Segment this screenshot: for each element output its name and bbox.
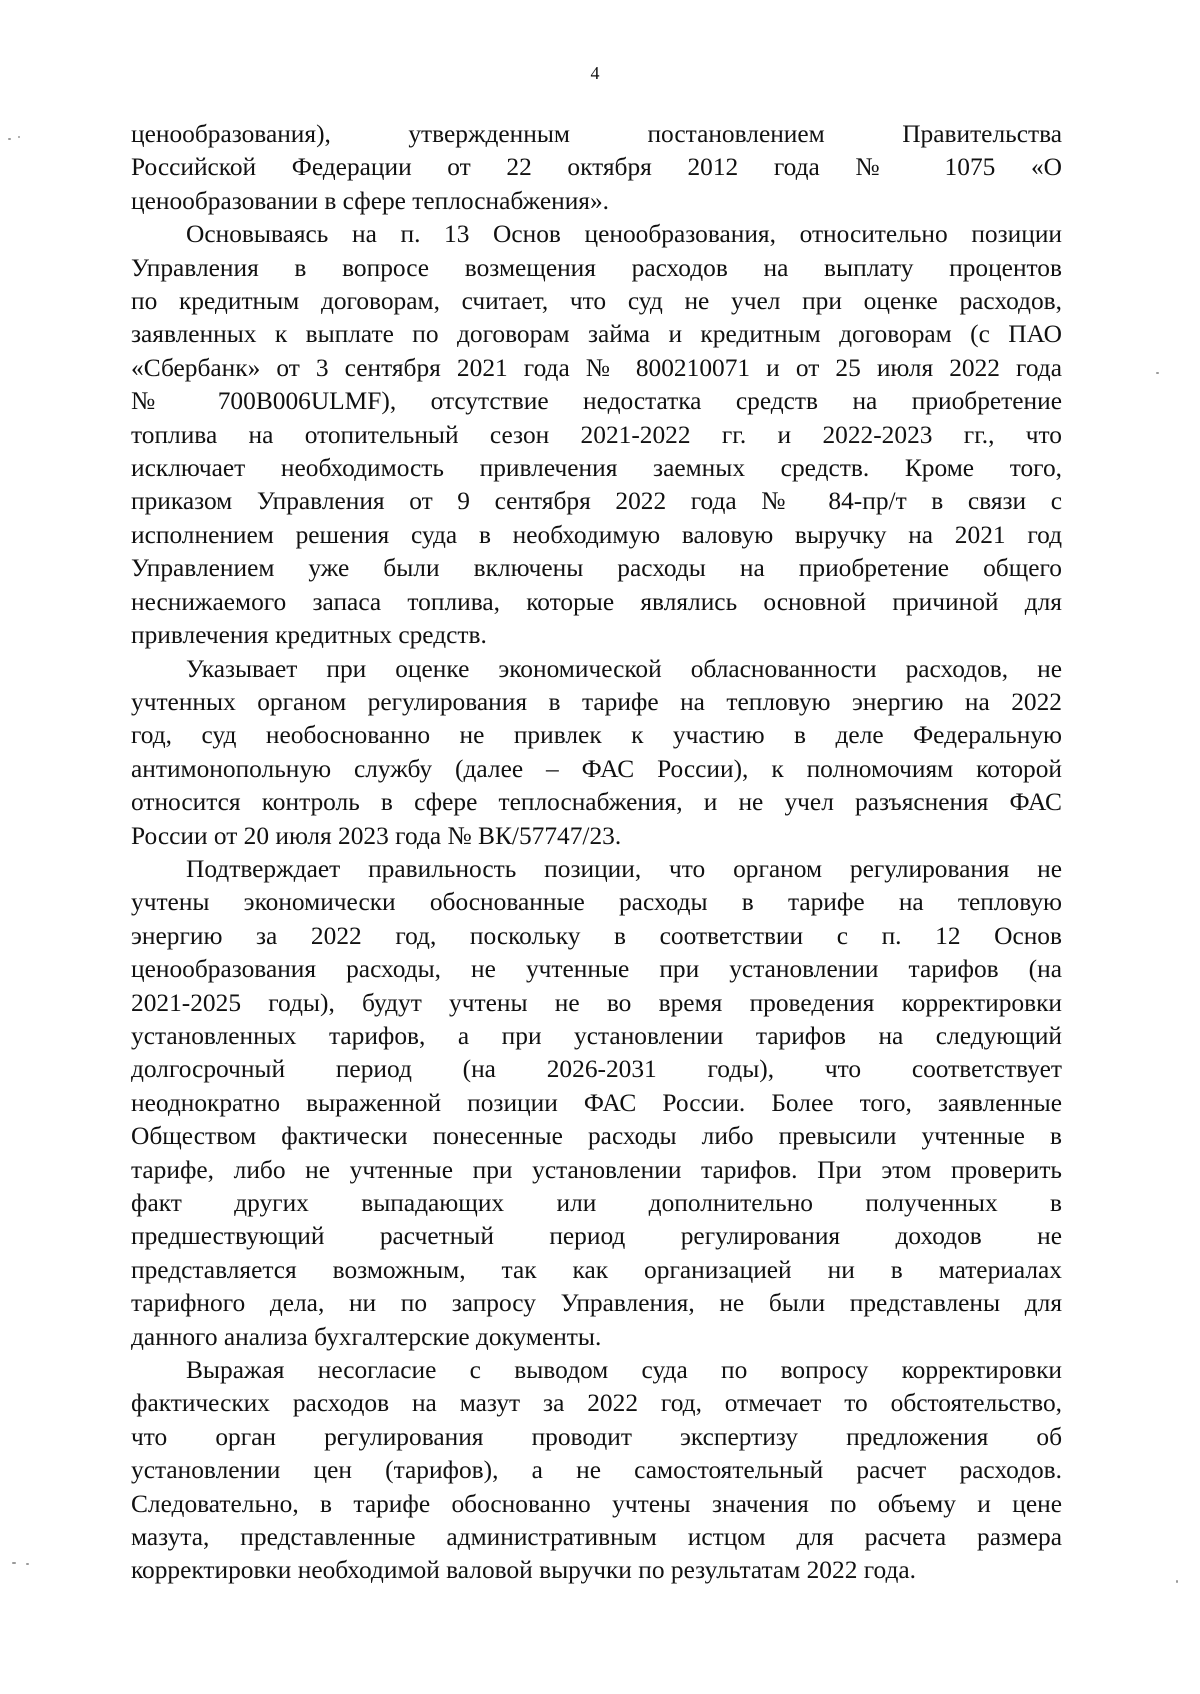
text-line: неснижаемого запаса топлива, которые являлись основной причиной для bbox=[131, 587, 1062, 616]
text-line: Выражая несогласие с выводом суда по вопросу корректировки bbox=[186, 1356, 1062, 1385]
text-line: учтенных органом регулирования в тарифе на тепловую энергию на 2022 bbox=[131, 687, 1062, 716]
scan-speck bbox=[12, 1562, 16, 1564]
text-line: что орган регулирования проводит экспертизу предложения об bbox=[131, 1422, 1062, 1451]
text-line: Указывает при оценке экономической обласнованности расходов, не bbox=[186, 654, 1062, 683]
paragraph-fuel-oil-adjustment bbox=[131, 1354, 1062, 1588]
text-line: Российской Федерации от 22 октября 2012 года № 1075 «О bbox=[131, 153, 1062, 182]
text-line: Обществом фактически понесенные расходы либо превысили учтенные в bbox=[131, 1122, 1062, 1151]
text-line: установленных тарифов, а при установлении тарифов на следующий bbox=[131, 1021, 1062, 1050]
text-line: топлива на отопительный сезон 2021-2022 гг. и 2022-2023 гг., что bbox=[131, 420, 1062, 449]
text-line: тарифного дела, ни по запросу Управления, не были представлены для bbox=[131, 1289, 1062, 1318]
text-line: предшествующий расчетный период регулирования доходов не bbox=[131, 1222, 1062, 1251]
paragraph-fas-involvement bbox=[131, 653, 1062, 853]
text-line: относится контроль в сфере теплоснабжения, и не учел разъяснения ФАС bbox=[131, 788, 1062, 817]
text-line: Подтверждает правильность позиции, что органом регулирования не bbox=[186, 854, 1062, 883]
text-line: неоднократно выраженной позиции ФАС России. Более того, заявленные bbox=[131, 1088, 1062, 1117]
text-line: «Сбербанк» от 3 сентября 2021 года № 800210071 и от 25 июля 2022 года bbox=[131, 353, 1062, 382]
paragraph-continuation bbox=[131, 118, 1062, 218]
text-line: антимонопольную службу (далее – ФАС России), к полномочиям которой bbox=[131, 754, 1062, 783]
scan-speck bbox=[1176, 1580, 1178, 1583]
text-line: ценообразования расходы, не учтенные при установлении тарифов (на bbox=[131, 955, 1062, 984]
text-line: данного анализа бухгалтерские документы. bbox=[131, 1322, 602, 1351]
text-line: заявленных к выплате по договорам займа и кредитным договорам (с ПАО bbox=[131, 320, 1062, 349]
text-line: ценообразования), утвержденным постановлением Правительства bbox=[131, 120, 1062, 148]
text-line: Управлением уже были включены расходы на приобретение общего bbox=[131, 554, 1062, 583]
page-number: 4 bbox=[590, 63, 600, 83]
text-line: № 700B006ULMF), отсутствие недостатка средств на приобретение bbox=[131, 387, 1062, 416]
paragraph-regulator-position bbox=[131, 853, 1062, 1354]
scan-speck bbox=[18, 136, 20, 138]
text-line: долгосрочный период (на 2026-2031 годы), что соответствует bbox=[131, 1055, 1062, 1084]
text-line: исполнением решения суда в необходимую валовую выручку на 2021 год bbox=[131, 520, 1062, 549]
paragraph-credit-expenses bbox=[131, 218, 1062, 652]
text-line: энергию за 2022 год, поскольку в соответствии с п. 12 Основ bbox=[131, 921, 1062, 950]
text-line: Следовательно, в тарифе обоснованно учтены значения по объему и цене bbox=[131, 1489, 1062, 1518]
text-line: ценообразовании в сфере теплоснабжения». bbox=[131, 186, 610, 215]
scan-speck bbox=[26, 1563, 29, 1565]
text-line: фактических расходов на мазут за 2022 год, отмечает то обстоятельство, bbox=[131, 1389, 1062, 1418]
text-line: факт других выпадающих или дополнительно полученных в bbox=[131, 1189, 1062, 1217]
text-line: корректировки необходимой валовой выручки по результатам 2022 года. bbox=[131, 1556, 917, 1585]
text-line: тарифе, либо не учтенные при установлении тарифов. При этом проверить bbox=[131, 1155, 1062, 1184]
text-line: год, суд необоснованно не привлек к участию в деле Федеральную bbox=[131, 721, 1062, 750]
text-line: по кредитным договорам, считает, что суд не учел при оценке расходов, bbox=[131, 287, 1062, 316]
text-line: представляется возможным, так как организацией ни в материалах bbox=[131, 1255, 1062, 1284]
text-line: Управления в вопросе возмещения расходов на выплату процентов bbox=[131, 253, 1062, 282]
scan-speck bbox=[8, 138, 11, 140]
text-line: привлечения кредитных средств. bbox=[131, 621, 487, 650]
text-line: приказом Управления от 9 сентября 2022 года № 84-пр/т в связи с bbox=[131, 487, 1062, 516]
document-body bbox=[131, 118, 1062, 1588]
scan-speck bbox=[1156, 372, 1159, 374]
text-line: исключает необходимость привлечения заемных средств. Кроме того, bbox=[131, 454, 1062, 483]
text-line: России от 20 июля 2023 года № ВК/57747/23. bbox=[131, 821, 622, 850]
text-line: мазута, представленные административным истцом для расчета размера bbox=[131, 1523, 1062, 1552]
text-line: Основываясь на п. 13 Основ ценообразования, относительно позиции bbox=[186, 220, 1062, 249]
text-line: 2021-2025 годы), будут учтены не во время проведения корректировки bbox=[131, 988, 1062, 1017]
text-line: учтены экономически обоснованные расходы в тарифе на тепловую bbox=[131, 888, 1062, 917]
text-line: установлении цен (тарифов), а не самостоятельный расчет расходов. bbox=[131, 1456, 1062, 1485]
